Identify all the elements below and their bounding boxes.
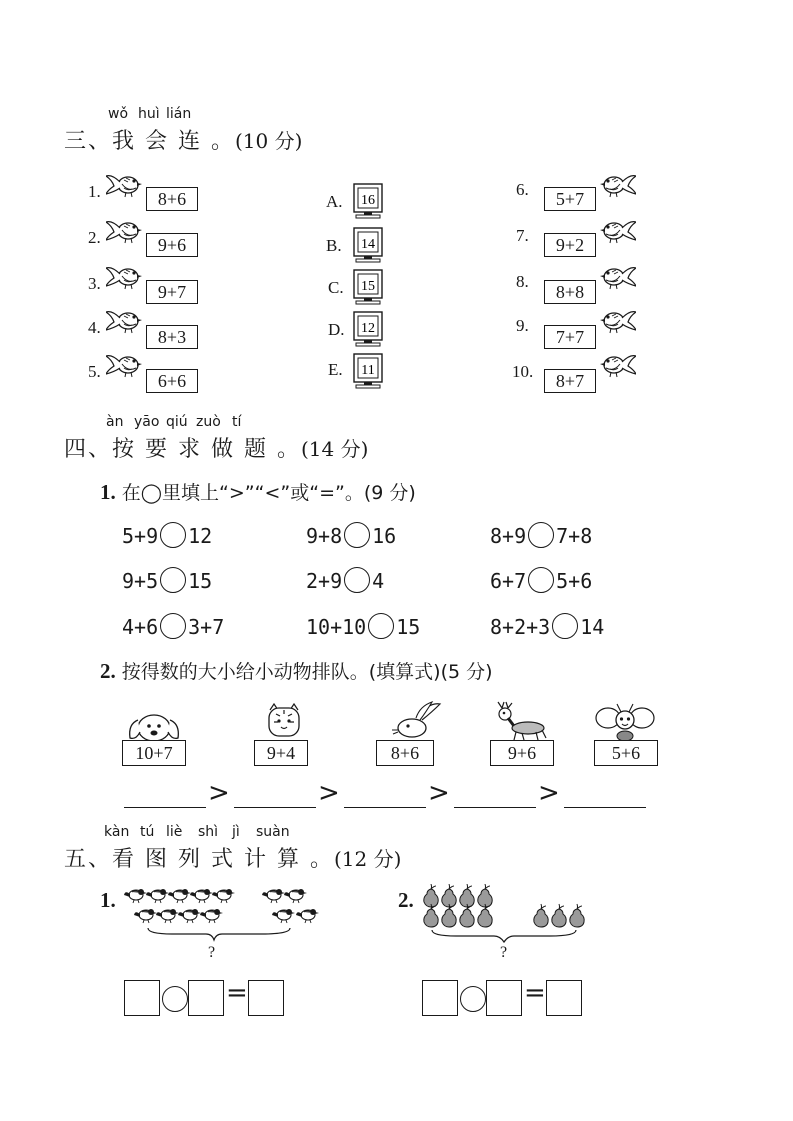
answer-box[interactable]	[188, 980, 224, 1016]
question-1-prompt	[100, 478, 416, 505]
left-expr: 10+10	[306, 615, 367, 639]
item-number: 4.	[88, 318, 101, 337]
bird-icon	[106, 350, 148, 380]
question-2-prompt	[100, 657, 493, 684]
left-expr: 6+7	[490, 569, 527, 593]
pinyin: lián	[166, 106, 192, 122]
right-expr: 7+8	[556, 524, 593, 548]
option-letter: E.	[328, 360, 343, 379]
left-expr: 9+5	[122, 569, 159, 593]
section-4-heading	[64, 432, 368, 463]
answer-circle[interactable]	[552, 613, 578, 639]
expression-box: 8+7	[544, 369, 596, 393]
item-number: 10.	[512, 362, 534, 381]
expression-box: 9+2	[544, 233, 596, 257]
section-5-heading	[64, 842, 401, 873]
operator-circle[interactable]	[162, 986, 188, 1012]
item-number: 1.	[88, 182, 101, 201]
answer-circle[interactable]	[160, 613, 186, 639]
expression-box: 6+6	[146, 369, 198, 393]
pinyin: wǒ	[108, 106, 129, 122]
question-mark: ?	[208, 944, 216, 961]
equals-sign: =	[226, 978, 248, 1008]
pinyin: zuò	[196, 414, 221, 430]
tiger-icon	[264, 702, 304, 740]
rabbit-icon	[388, 700, 442, 740]
section-title: 三、我 会 连 。	[64, 129, 235, 154]
pinyin: tú	[140, 824, 155, 840]
monitor-icon	[352, 352, 386, 390]
left-expr: 9+8	[306, 524, 343, 548]
pinyin: àn	[106, 414, 124, 430]
comparison-item	[306, 613, 420, 639]
birds-picture	[122, 884, 322, 964]
monitor-value: 15	[361, 279, 375, 294]
option-letter: D.	[328, 320, 345, 339]
monitor-value: 11	[361, 363, 375, 378]
animal-expression-box: 5+6	[594, 740, 658, 766]
greater-than-sign: >	[538, 778, 560, 808]
item-number: 6.	[516, 180, 529, 199]
answer-circle[interactable]	[160, 522, 186, 548]
problem-number	[100, 888, 122, 913]
bird-icon	[106, 216, 148, 246]
monitor-icon	[352, 310, 386, 348]
pinyin: jì	[232, 824, 240, 840]
problem-number	[398, 888, 420, 913]
dog-icon	[124, 702, 180, 742]
problem-num-label: 1.	[100, 888, 116, 912]
greater-than-sign: >	[428, 778, 450, 808]
question-text: 按得数的大小给小动物排队。(填算式)(5 分)	[121, 661, 493, 683]
right-expr: 5+6	[556, 569, 593, 593]
operator-circle[interactable]	[460, 986, 486, 1012]
pinyin: qiú	[166, 414, 188, 430]
answer-box[interactable]	[248, 980, 284, 1016]
greater-than-sign: >	[208, 778, 230, 808]
comparison-item	[122, 613, 224, 639]
question-number: 1.	[100, 480, 116, 504]
bird-icon	[594, 350, 636, 380]
comparison-item	[122, 567, 212, 593]
comparison-item	[306, 522, 396, 548]
monitor-icon	[352, 226, 386, 264]
right-expr: 15	[188, 569, 213, 593]
section-title: 五、看 图 列 式 计 算 。	[64, 847, 334, 872]
comparison-item	[490, 567, 592, 593]
expression-box: 9+6	[146, 233, 198, 257]
animal-expression-box: 9+6	[490, 740, 554, 766]
section-score: (12 分)	[333, 847, 402, 871]
comparison-item	[490, 522, 592, 548]
option-letter: B.	[326, 236, 342, 255]
animal-expression-box: 9+4	[254, 740, 308, 766]
answer-blank[interactable]	[344, 806, 426, 808]
monitor-value: 16	[361, 193, 375, 208]
expression-box: 7+7	[544, 325, 596, 349]
section-score: (10 分)	[234, 129, 303, 153]
question-mark: ?	[500, 944, 508, 961]
monitor-value: 14	[361, 237, 375, 252]
bird-icon	[594, 262, 636, 292]
answer-blank[interactable]	[564, 806, 646, 808]
option-letter: A.	[326, 192, 343, 211]
bird-icon	[106, 170, 148, 200]
expression-box: 5+7	[544, 187, 596, 211]
right-expr: 4	[372, 569, 385, 593]
bird-icon	[594, 170, 636, 200]
right-expr: 16	[372, 524, 397, 548]
bird-icon	[106, 306, 148, 336]
expression-box: 8+3	[146, 325, 198, 349]
item-number: 7.	[516, 226, 529, 245]
left-expr: 2+9	[306, 569, 343, 593]
section-score: (14 分)	[300, 437, 369, 461]
comparison-item	[306, 567, 384, 593]
left-expr: 4+6	[122, 615, 159, 639]
answer-box[interactable]	[124, 980, 160, 1016]
expression-box: 8+8	[544, 280, 596, 304]
question-text: 在◯里填上“>”“<”或“=”。(9 分)	[121, 482, 416, 504]
right-expr: 15	[396, 615, 421, 639]
answer-circle[interactable]	[344, 522, 370, 548]
expression-box: 9+7	[146, 280, 198, 304]
answer-circle[interactable]	[528, 522, 554, 548]
answer-box[interactable]	[486, 980, 522, 1016]
pinyin: liè	[166, 824, 183, 840]
answer-box[interactable]	[546, 980, 582, 1016]
pinyin: shì	[198, 824, 219, 840]
item-number: 5.	[88, 362, 101, 381]
right-expr: 3+7	[188, 615, 225, 639]
pinyin: tí	[232, 414, 242, 430]
bee-icon	[594, 702, 656, 742]
answer-circle[interactable]	[528, 567, 554, 593]
monitor-value: 12	[361, 321, 375, 336]
left-expr: 8+2+3	[490, 615, 551, 639]
deer-icon	[494, 700, 550, 742]
problem-num-label: 2.	[398, 888, 414, 912]
answer-blank[interactable]	[454, 806, 536, 808]
answer-circle[interactable]	[160, 567, 186, 593]
pinyin: yāo	[134, 414, 160, 430]
right-expr: 12	[188, 524, 213, 548]
animal-expression-box: 10+7	[122, 740, 186, 766]
question-number: 2.	[100, 659, 116, 683]
answer-blank[interactable]	[124, 806, 206, 808]
comparison-item	[490, 613, 604, 639]
pinyin: kàn	[104, 824, 130, 840]
section-3-heading	[64, 124, 302, 155]
answer-blank[interactable]	[234, 806, 316, 808]
item-number: 9.	[516, 316, 529, 335]
left-expr: 8+9	[490, 524, 527, 548]
section-title: 四、按 要 求 做 题 。	[64, 437, 301, 462]
greater-than-sign: >	[318, 778, 340, 808]
pears-picture	[420, 884, 600, 964]
answer-circle[interactable]	[344, 567, 370, 593]
answer-circle[interactable]	[368, 613, 394, 639]
item-number: 2.	[88, 228, 101, 247]
option-letter: C.	[328, 278, 344, 297]
equals-sign: =	[524, 978, 546, 1008]
pinyin: suàn	[256, 824, 290, 840]
expression-box: 8+6	[146, 187, 198, 211]
left-expr: 5+9	[122, 524, 159, 548]
right-expr: 14	[580, 615, 605, 639]
bird-icon	[594, 216, 636, 246]
monitor-icon	[352, 182, 386, 220]
bird-icon	[106, 262, 148, 292]
answer-box[interactable]	[422, 980, 458, 1016]
item-number: 3.	[88, 274, 101, 293]
bird-icon	[594, 306, 636, 336]
animal-expression-box: 8+6	[376, 740, 434, 766]
pinyin: huì	[138, 106, 160, 122]
item-number: 8.	[516, 272, 529, 291]
comparison-item	[122, 522, 212, 548]
monitor-icon	[352, 268, 386, 306]
